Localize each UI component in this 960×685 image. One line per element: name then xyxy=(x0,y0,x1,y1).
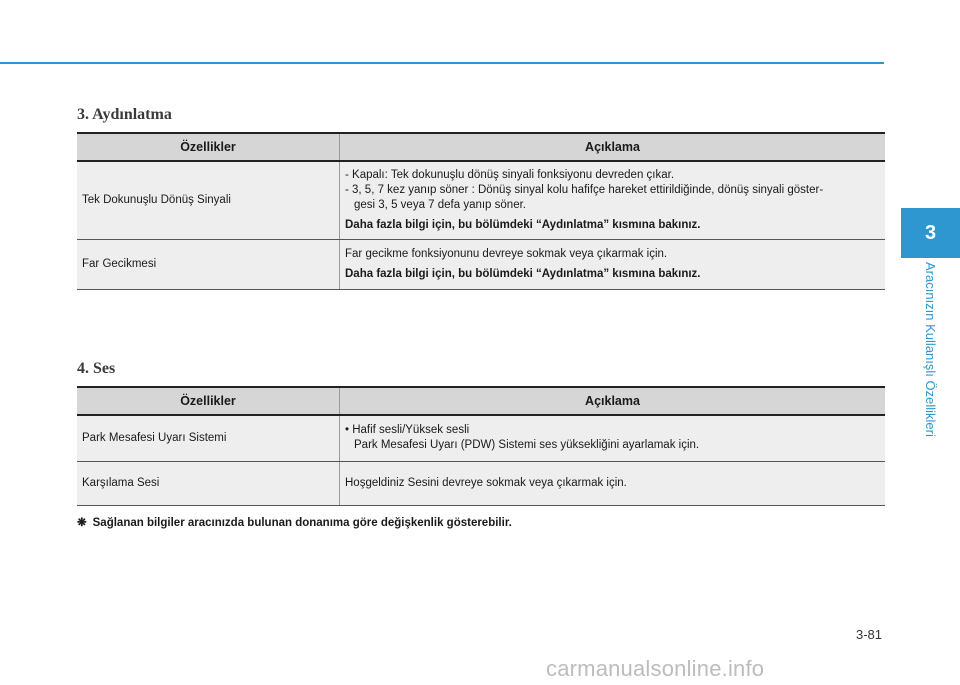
description-line: - Kapalı: Tek dokunuşlu dönüş sinyali fonksiyonu devreden çıkar. xyxy=(345,168,675,181)
reference-note: Daha fazla bilgi için, bu bölümdeki “Aydınlatma” kısmına bakınız. xyxy=(345,218,701,231)
header-description: Açıklama xyxy=(340,133,886,161)
table-row xyxy=(77,461,885,505)
header-features: Özellikler xyxy=(77,387,340,415)
description-cell xyxy=(340,415,886,461)
chapter-label: Aracınızın Kullanışlı Özellikleri xyxy=(923,262,938,437)
lighting-table xyxy=(77,132,885,290)
description-line: Far gecikme fonksiyonunu devreye sokmak veya çıkarmak için. xyxy=(345,247,668,260)
description-line: • Hafif sesli/Yüksek sesli xyxy=(345,424,470,437)
table-row xyxy=(77,415,885,461)
sound-table xyxy=(77,386,885,506)
reference-note: Daha fazla bilgi için, bu bölümdeki “Aydınlatma” kısmına bakınız. xyxy=(345,267,701,280)
table-header-row xyxy=(77,133,885,161)
section-title-sound: 4. Ses xyxy=(77,360,116,377)
feature-cell: Far Gecikmesi xyxy=(77,239,340,289)
footnote xyxy=(77,515,512,529)
description-cell xyxy=(340,161,886,239)
table-header-row xyxy=(77,387,885,415)
footnote-text: Sağlanan bilgiler aracınızda bulunan donanıma göre değişkenlik gösterebilir. xyxy=(92,517,512,529)
header-description: Açıklama xyxy=(340,387,886,415)
chapter-tab: 3 xyxy=(901,208,960,258)
header-features: Özellikler xyxy=(77,133,340,161)
watermark: carmanualsonline.info xyxy=(546,656,765,681)
table-row xyxy=(77,239,885,289)
top-rule xyxy=(0,62,884,64)
section-title-lighting: 3. Aydınlatma xyxy=(77,106,172,123)
feature-cell: Park Mesafesi Uyarı Sistemi xyxy=(77,415,340,461)
feature-cell: Tek Dokunuşlu Dönüş Sinyali xyxy=(77,161,340,239)
description-line: gesi 3, 5 veya 7 defa yanıp söner. xyxy=(354,198,526,211)
page-number: 3-81 xyxy=(856,627,883,642)
description-line: Park Mesafesi Uyarı (PDW) Sistemi ses yüksekliğini ayarlamak için. xyxy=(354,439,700,452)
description-cell xyxy=(340,239,886,289)
feature-cell: Karşılama Sesi xyxy=(77,461,340,505)
description-line: Hoşgeldiniz Sesini devreye sokmak veya çıkarmak için. xyxy=(345,476,627,489)
asterisk-icon: ❋ xyxy=(77,517,87,529)
description-line: - 3, 5, 7 kez yanıp söner : Dönüş sinyal kolu hafifçe hareket ettirildiğinde, dönüş sinyali göster- xyxy=(345,183,824,196)
description-cell xyxy=(340,461,886,505)
table-row xyxy=(77,161,885,239)
